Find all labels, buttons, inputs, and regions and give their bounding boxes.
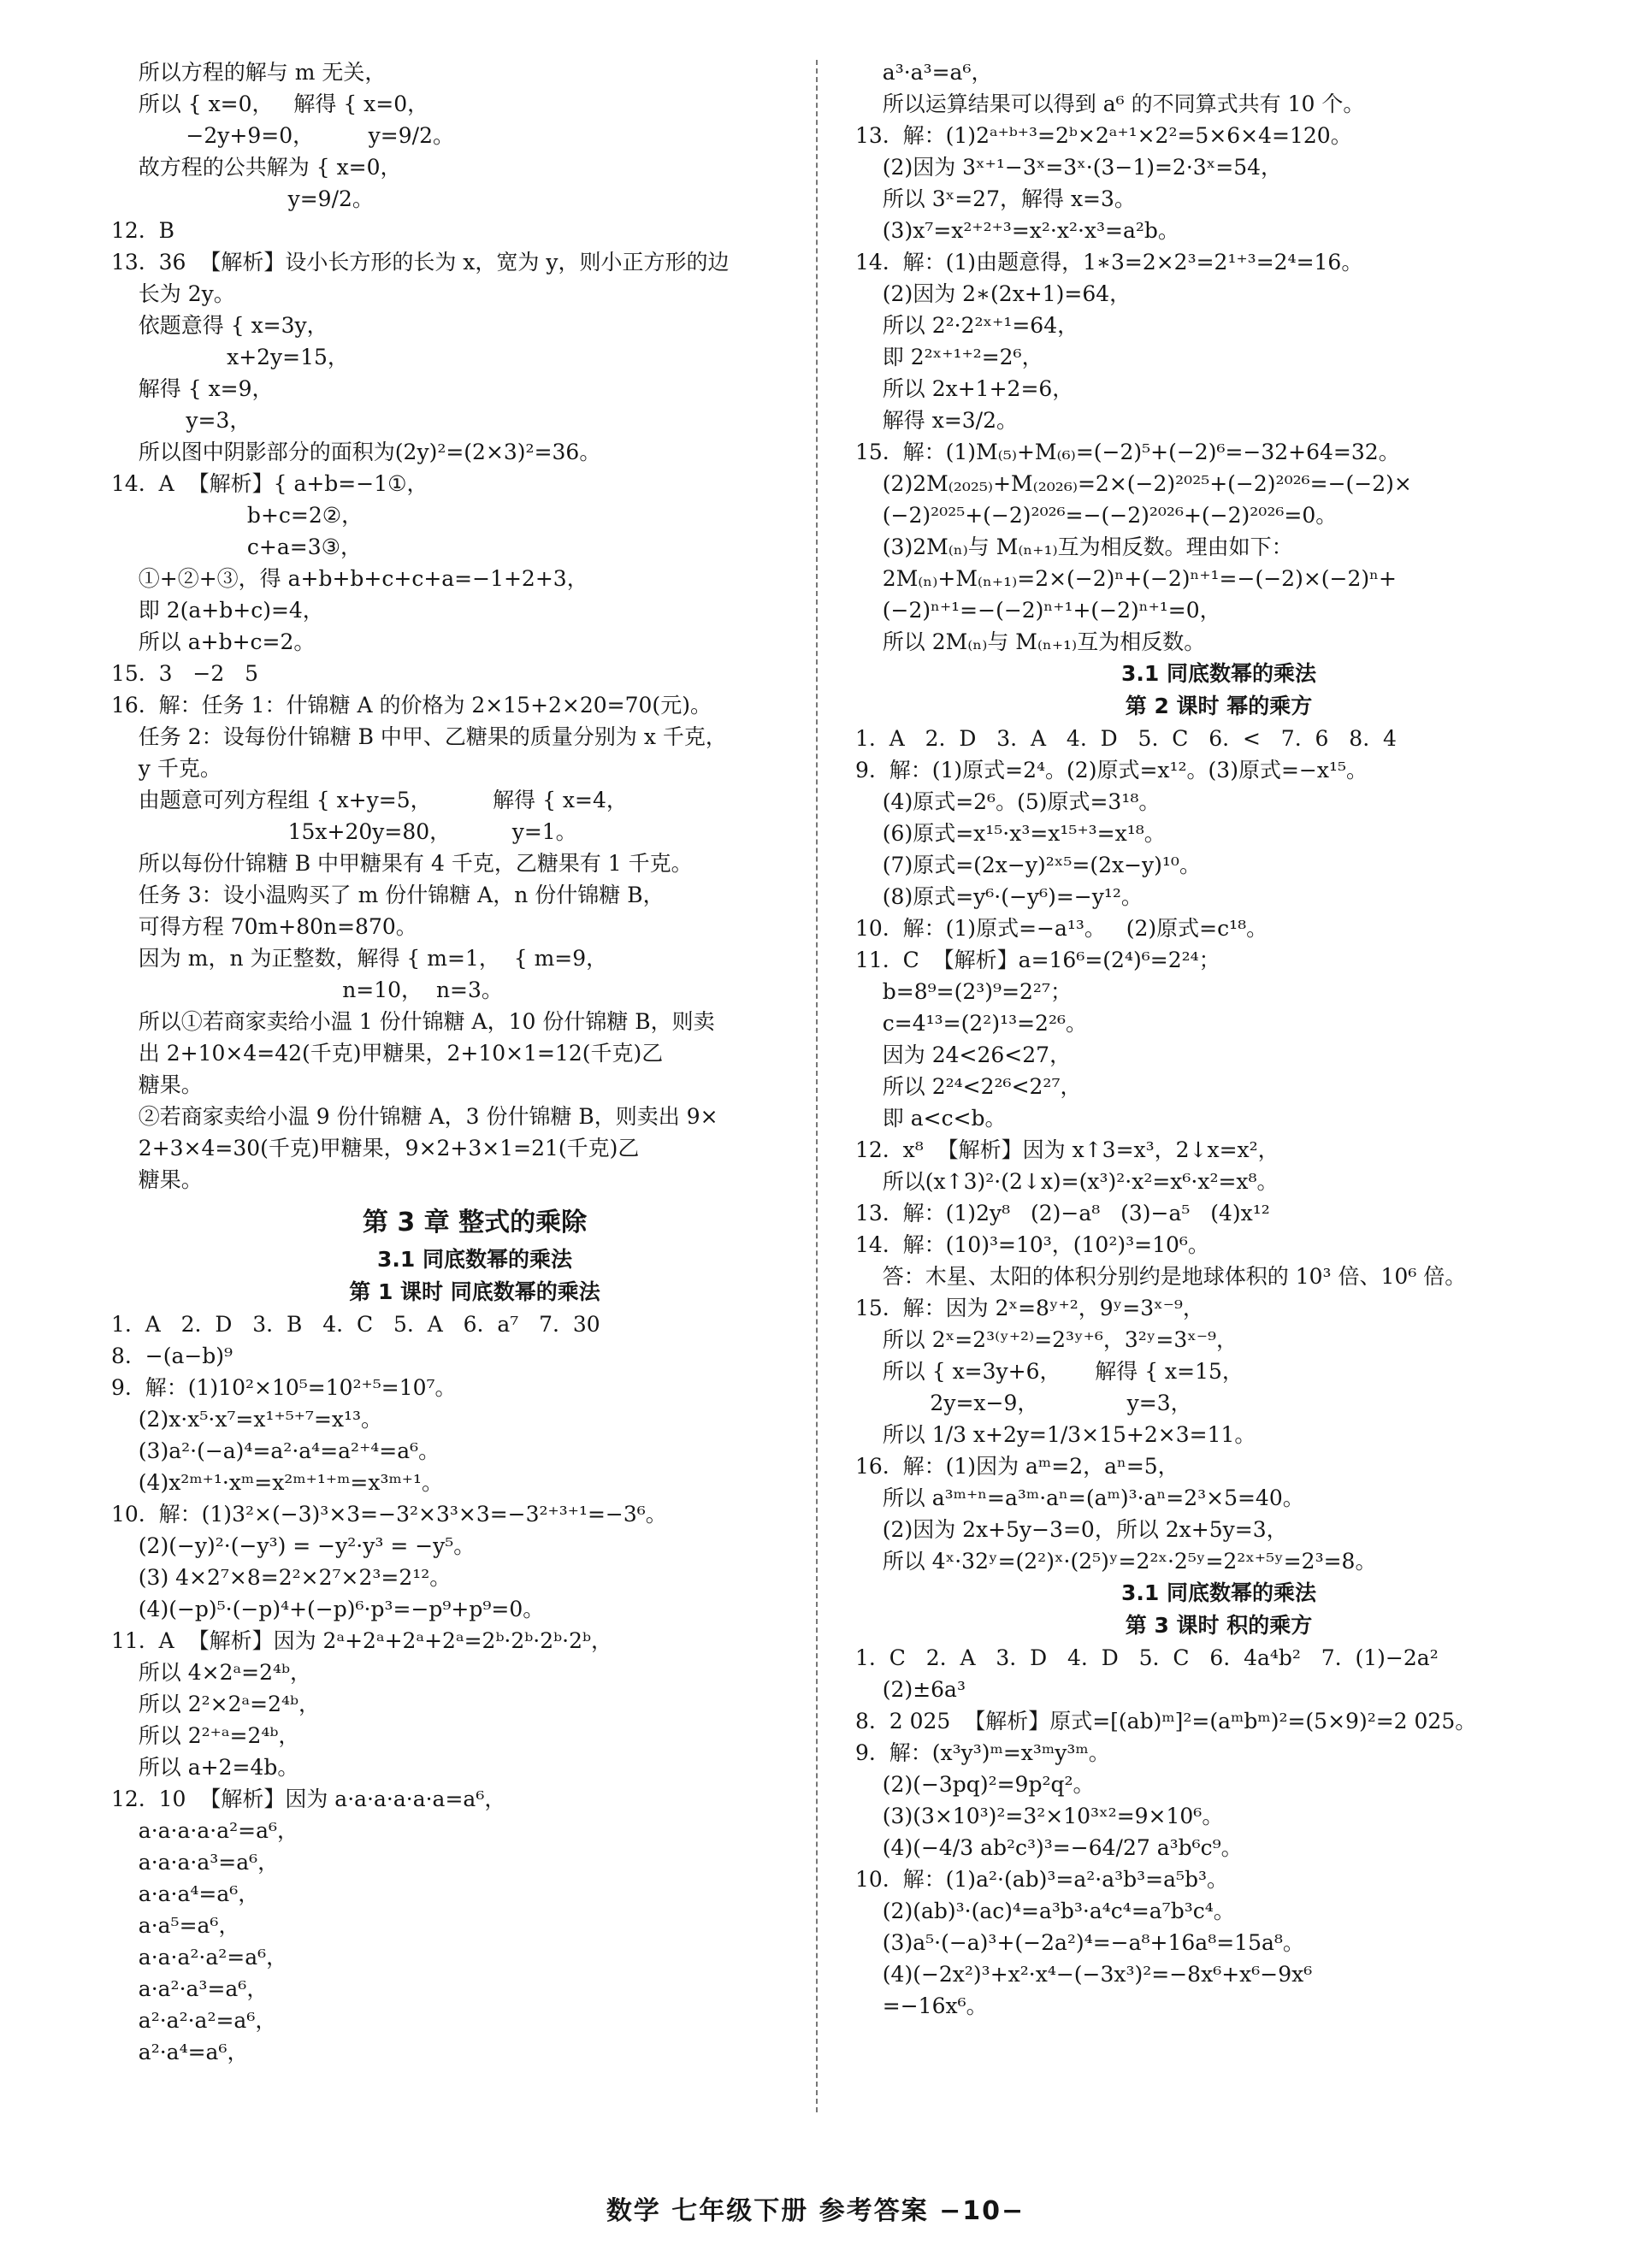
answer-line: 所以①若商家卖给小温 1 份什锦糖 A，10 份什锦糖 B，则卖 (111, 1009, 715, 1034)
answer-line: (4)原式=2⁶。(5)原式=3¹⁸。 (855, 789, 1161, 814)
answer-line: 10. 解：(1)a²·(ab)³=a²·a³b³=a⁵b³。 (855, 1867, 1229, 1892)
lesson-heading: 第 3 课时 积的乘方 (1125, 1613, 1313, 1638)
answer-line: a³·a³=a⁶， (855, 60, 993, 85)
answer-line: 13. 36 【解析】设小长方形的长为 x，宽为 y，则小正方形的边 (111, 250, 730, 275)
answer-line: (4)(−4/3 ab²c³)³=−64/27 a³b⁶c⁹。 (855, 1835, 1243, 1860)
answer-line: a·a⁵=a⁶， (111, 1913, 240, 1938)
answer-line: 任务 2：设每份什锦糖 B 中甲、乙糖果的质量分别为 x 千克， (111, 724, 727, 749)
answer-line: 即 2²ˣ⁺¹⁺²=2⁶， (855, 345, 1043, 369)
answer-line: 12. 10 【解析】因为 a·a·a·a·a·a=a⁶， (111, 1787, 506, 1811)
answer-line: 2+3×4=30(千克)甲糖果，9×2+3×1=21(千克)乙 (111, 1136, 640, 1161)
answer-line: (−2)ⁿ⁺¹=−(−2)ⁿ⁺¹+(−2)ⁿ⁺¹=0， (855, 598, 1221, 623)
answer-line: 8. 2 025 【解析】原式=[(ab)ᵐ]²=(aᵐbᵐ)²=(5×9)²=2 025。 (855, 1709, 1477, 1733)
answer-line: 由题意可列方程组 { x+y=5， 解得 { x=4， (111, 788, 628, 812)
right-column (855, 56, 1582, 2022)
answer-line: a·a·a·a·a²=a⁶， (111, 1818, 298, 1843)
answer-line: a·a·a⁴=a⁶， (111, 1881, 260, 1906)
answer-line: (2)2M₍₂₀₂₅₎+M₍₂₀₂₆₎=2×(−2)²⁰²⁵+(−2)²⁰²⁶=−(−2)× (855, 471, 1412, 496)
answer-line: 12. B (111, 218, 175, 243)
answer-line: (2)(−y)²·(−y³) = −y²·y³ = −y⁵。 (111, 1533, 476, 1558)
answer-line: (3)a²·(−a)⁴=a²·a⁴=a²⁺⁴=a⁶。 (111, 1438, 440, 1463)
answer-line: ②若商家卖给小温 9 份什锦糖 A，3 份什锦糖 B，则卖出 9× (111, 1104, 718, 1129)
answer-line: 所以 1/3 x+2y=1/3×15+2×3=11。 (855, 1422, 1256, 1447)
answer-line: (2)因为 2x+5y−3=0，所以 2x+5y=3， (855, 1517, 1288, 1542)
answer-line: 15. 3 −2 5 (111, 661, 258, 686)
answer-line: 9. 解：(1)原式=2⁴。(2)原式=x¹²。(3)原式=−x¹⁵。 (855, 758, 1368, 783)
answer-line: 长为 2y。 (111, 281, 235, 306)
answer-line: (3)2M₍ₙ₎与 M₍ₙ₊₁₎互为相反数。理由如下： (855, 535, 1293, 559)
answer-line: 11. C 【解析】a=16⁶=(2⁴)⁶=2²⁴； (855, 948, 1220, 972)
answer-line: 所以方程的解与 m 无关， (111, 60, 387, 85)
answer-line: 所以 2²·2²ˣ⁺¹=64， (855, 313, 1079, 338)
answer-line: 所以运算结果可以得到 a⁶ 的不同算式共有 10 个。 (855, 92, 1365, 116)
answer-line: b=8⁹=(2³)⁹=2²⁷； (855, 979, 1072, 1004)
answer-line: a²·a²·a²=a⁶， (111, 2008, 277, 2033)
answer-line: 10. 解：(1)原式=−a¹³。 (2)原式=c¹⁸。 (855, 916, 1268, 941)
answer-line: 所以 2²⁺ᵃ=2⁴ᵇ， (111, 1723, 300, 1748)
answer-line: 出 2+10×4=42(千克)甲糖果，2+10×1=12(千克)乙 (111, 1041, 664, 1066)
page-footer: 数学 七年级下册 参考答案 −10− (606, 2196, 1025, 2226)
answer-line: x+2y=15， (111, 345, 349, 369)
answer-line: 15x+20y=80， y=1。 (111, 819, 577, 844)
answer-line: 所以 2x+1+2=6， (855, 376, 1074, 401)
answer-line: 可得方程 70m+80n=870。 (111, 914, 417, 939)
answer-line: (7)原式=(2x−y)²ˣ⁵=(2x−y)¹⁰。 (855, 853, 1201, 877)
answer-line: 所以 2ˣ=2³⁽ʸ⁺²⁾=2³ʸ⁺⁶，3²ʸ=3ˣ⁻⁹， (855, 1327, 1238, 1352)
answer-line: 故方程的公共解为 { x=0， (111, 155, 402, 180)
answer-line: c+a=3③， (111, 535, 363, 559)
answer-line: c=4¹³=(2²)¹³=2²⁶。 (855, 1011, 1088, 1036)
answer-line: 所以 a³ᵐ⁺ⁿ=a³ᵐ·aⁿ=(aᵐ)³·aⁿ=2³×5=40。 (855, 1485, 1304, 1510)
answer-line: 13. 解：(1)2y⁸ (2)−a⁸ (3)−a⁵ (4)x¹² (855, 1201, 1270, 1226)
answer-line: 所以图中阴影部分的面积为(2y)²=(2×3)²=36。 (111, 440, 601, 464)
answer-line: (4)(−2x²)³+x²·x⁴−(−3x³)²=−8x⁶+x⁶−9x⁶ (855, 1962, 1313, 1987)
answer-line: (2)±6a³ (855, 1677, 966, 1702)
answer-line: 1. A 2. D 3. A 4. D 5. C 6. < 7. 6 8. 4 (855, 726, 1397, 751)
answer-line: 11. A 【解析】因为 2ᵃ+2ᵃ+2ᵃ+2ᵃ=2ᵇ·2ᵇ·2ᵇ·2ᵇ， (111, 1628, 612, 1653)
answer-line: (2)(ab)³·(ac)⁴=a³b³·a⁴c⁴=a⁷b³c⁴。 (855, 1899, 1235, 1923)
answer-line: 即 2(a+b+c)=4， (111, 598, 324, 623)
chapter-heading: 第 3 章 整式的乘除 (362, 1208, 588, 1237)
answer-line: 因为 m，n 为正整数，解得 { m=1， { m=9， (111, 946, 608, 971)
answer-line: (3) 4×2⁷×8=2²×2⁷×2³=2¹²。 (111, 1565, 452, 1590)
answer-line: (2)因为 3ˣ⁺¹−3ˣ=3ˣ·(3−1)=2·3ˣ=54， (855, 155, 1283, 180)
answer-line: (4)(−p)⁵·(−p)⁴+(−p)⁶·p³=−p⁹+p⁹=0。 (111, 1597, 545, 1621)
answer-line: (6)原式=x¹⁵·x³=x¹⁵⁺³=x¹⁸。 (855, 821, 1166, 846)
answer-line: a·a·a²·a²=a⁶， (111, 1945, 288, 1970)
answer-line: 所以(x↑3)²·(2↓x)=(x³)²·x²=x⁶·x²=x⁸。 (855, 1169, 1279, 1194)
answer-line: 14. 解：(10)³=10³，(10²)³=10⁶。 (855, 1232, 1209, 1257)
answer-line: 即 a<c<b。 (855, 1106, 1007, 1131)
answer-line: (2)(−3pq)²=9p²q²。 (855, 1772, 1095, 1797)
answer-line: 依题意得 { x=3y， (111, 313, 328, 338)
answer-line: 13. 解：(1)2ᵃ⁺ᵇ⁺³=2ᵇ×2ᵃ⁺¹×2²=5×6×4=120。 (855, 123, 1352, 148)
left-column (111, 56, 838, 2068)
answer-line: 14. 解：(1)由题意得，1∗3=2×2³=2¹⁺³=2⁴=16。 (855, 250, 1363, 275)
answer-line: (2)因为 2∗(2x+1)=64， (855, 281, 1132, 306)
answer-line: 8. −(a−b)⁹ (111, 1344, 233, 1368)
answer-line: n=10， n=3。 (111, 977, 503, 1002)
answer-line: (8)原式=y⁶·(−y⁶)=−y¹²。 (855, 884, 1143, 909)
answer-line: (4)x²ᵐ⁺¹·xᵐ=x²ᵐ⁺¹⁺ᵐ=x³ᵐ⁺¹。 (111, 1470, 444, 1495)
answer-line: a·a²·a³=a⁶， (111, 1976, 269, 2001)
section-heading: 3.1 同底数幂的乘法 (377, 1247, 572, 1272)
answer-line: ①+②+③，得 a+b+b+c+c+a=−1+2+3， (111, 566, 588, 591)
answer-line: 9. 解：(x³y³)ᵐ=x³ᵐy³ᵐ。 (855, 1740, 1110, 1765)
answer-line: 1. C 2. A 3. D 4. D 5. C 6. 4a⁴b² 7. (1)−2a² (855, 1645, 1439, 1670)
answer-line: 2M₍ₙ₎+M₍ₙ₊₁₎=2×(−2)ⁿ+(−2)ⁿ⁺¹=−(−2)×(−2)ⁿ+ (855, 566, 1397, 591)
answer-line: 解得 x=3/2。 (855, 408, 1019, 433)
answer-line: 15. 解：(1)M₍₅₎+M₍₆₎=(−2)⁵+(−2)⁶=−32+64=32。 (855, 440, 1400, 464)
answer-line: 所以 { x=0， 解得 { x=0， (111, 92, 429, 116)
answer-line: 所以 a+2=4b。 (111, 1755, 299, 1780)
answer-line: y=9/2。 (111, 186, 374, 211)
answer-line: 16. 解：(1)因为 aᵐ=2，aⁿ=5， (855, 1454, 1179, 1479)
answer-line: (3)x⁷=x²⁺²⁺³=x²·x²·x³=a²b。 (855, 218, 1179, 243)
answer-line: (−2)²⁰²⁵+(−2)²⁰²⁶=−(−2)²⁰²⁶+(−2)²⁰²⁶=0。 (855, 503, 1338, 528)
answer-line: 所以 2²⁴<2²⁶<2²⁷， (855, 1074, 1082, 1099)
answer-line: 糖果。 (111, 1167, 203, 1192)
answer-line: 所以 3ˣ=27，解得 x=3。 (855, 186, 1136, 211)
answer-line: 因为 24<26<27， (855, 1042, 1072, 1067)
answer-line: (2)x·x⁵·x⁷=x¹⁺⁵⁺⁷=x¹³。 (111, 1407, 383, 1432)
answer-line: 所以 2²×2ᵃ=2⁴ᵇ， (111, 1692, 321, 1716)
answer-line: =−16x⁶。 (855, 1993, 988, 2018)
lesson-heading: 第 2 课时 幂的乘方 (1125, 694, 1313, 718)
lesson-heading: 第 1 课时 同底数幂的乘法 (349, 1279, 600, 1304)
answer-line: (3)a⁵·(−a)³+(−2a²)⁴=−a⁸+16a⁸=15a⁸。 (855, 1930, 1304, 1955)
answer-line: y 千克。 (111, 756, 222, 781)
answer-line: 所以 a+b+c=2。 (111, 629, 316, 654)
column-divider (816, 60, 818, 2112)
answer-line: 所以 4ˣ·32ʸ=(2²)ˣ·(2⁵)ʸ=2²ˣ·2⁵ʸ=2²ˣ⁺⁵ʸ=2³=8。 (855, 1549, 1377, 1574)
answer-line: 答：木星、太阳的体积分别约是地球体积的 10³ 倍、10⁶ 倍。 (855, 1264, 1467, 1289)
section-heading: 3.1 同底数幂的乘法 (1121, 1580, 1316, 1605)
answer-line: 任务 3：设小温购买了 m 份什锦糖 A，n 份什锦糖 B， (111, 883, 665, 907)
answer-line: 所以 2M₍ₙ₎与 M₍ₙ₊₁₎互为相反数。 (855, 629, 1206, 654)
answer-line: a·a·a·a³=a⁶， (111, 1850, 280, 1875)
answer-line: 12. x⁸ 【解析】因为 x↑3=x³，2↓x=x²， (855, 1137, 1279, 1162)
answer-line: 15. 解：因为 2ˣ=8ʸ⁺²，9ʸ=3ˣ⁻⁹， (855, 1296, 1204, 1320)
answer-line: 解得 { x=9， (111, 376, 274, 401)
answer-line: 1. A 2. D 3. B 4. C 5. A 6. a⁷ 7. 30 (111, 1312, 600, 1337)
answer-line: (3)(3×10³)²=3²×10³ˣ²=9×10⁶。 (855, 1804, 1224, 1828)
answer-line: 2y=x−9， y=3， (855, 1391, 1192, 1415)
answer-line: 所以每份什锦糖 B 中甲糖果有 4 千克，乙糖果有 1 千克。 (111, 851, 693, 876)
answer-line: 所以 { x=3y+6， 解得 { x=15， (855, 1359, 1244, 1384)
answer-line: 所以 4×2ᵃ=2⁴ᵇ， (111, 1660, 312, 1685)
answer-line: y=3， (111, 408, 251, 433)
answer-line: −2y+9=0， y=9/2。 (111, 123, 454, 148)
answer-line: 9. 解：(1)10²×10⁵=10²⁺⁵=10⁷。 (111, 1375, 457, 1400)
answer-line: b+c=2②， (111, 503, 363, 528)
answer-line: a²·a⁴=a⁶， (111, 2040, 249, 2064)
answer-line: 14. A 【解析】{ a+b=−1①， (111, 471, 428, 496)
section-heading: 3.1 同底数幂的乘法 (1121, 661, 1316, 686)
answer-line: 糖果。 (111, 1072, 203, 1097)
answer-line: 10. 解：(1)3²×(−3)³×3=−3²×3³×3=−3²⁺³⁺¹=−3⁶。 (111, 1502, 667, 1527)
answer-line: 16. 解：任务 1：什锦糖 A 的价格为 2×15+2×20=70(元)。 (111, 693, 712, 718)
